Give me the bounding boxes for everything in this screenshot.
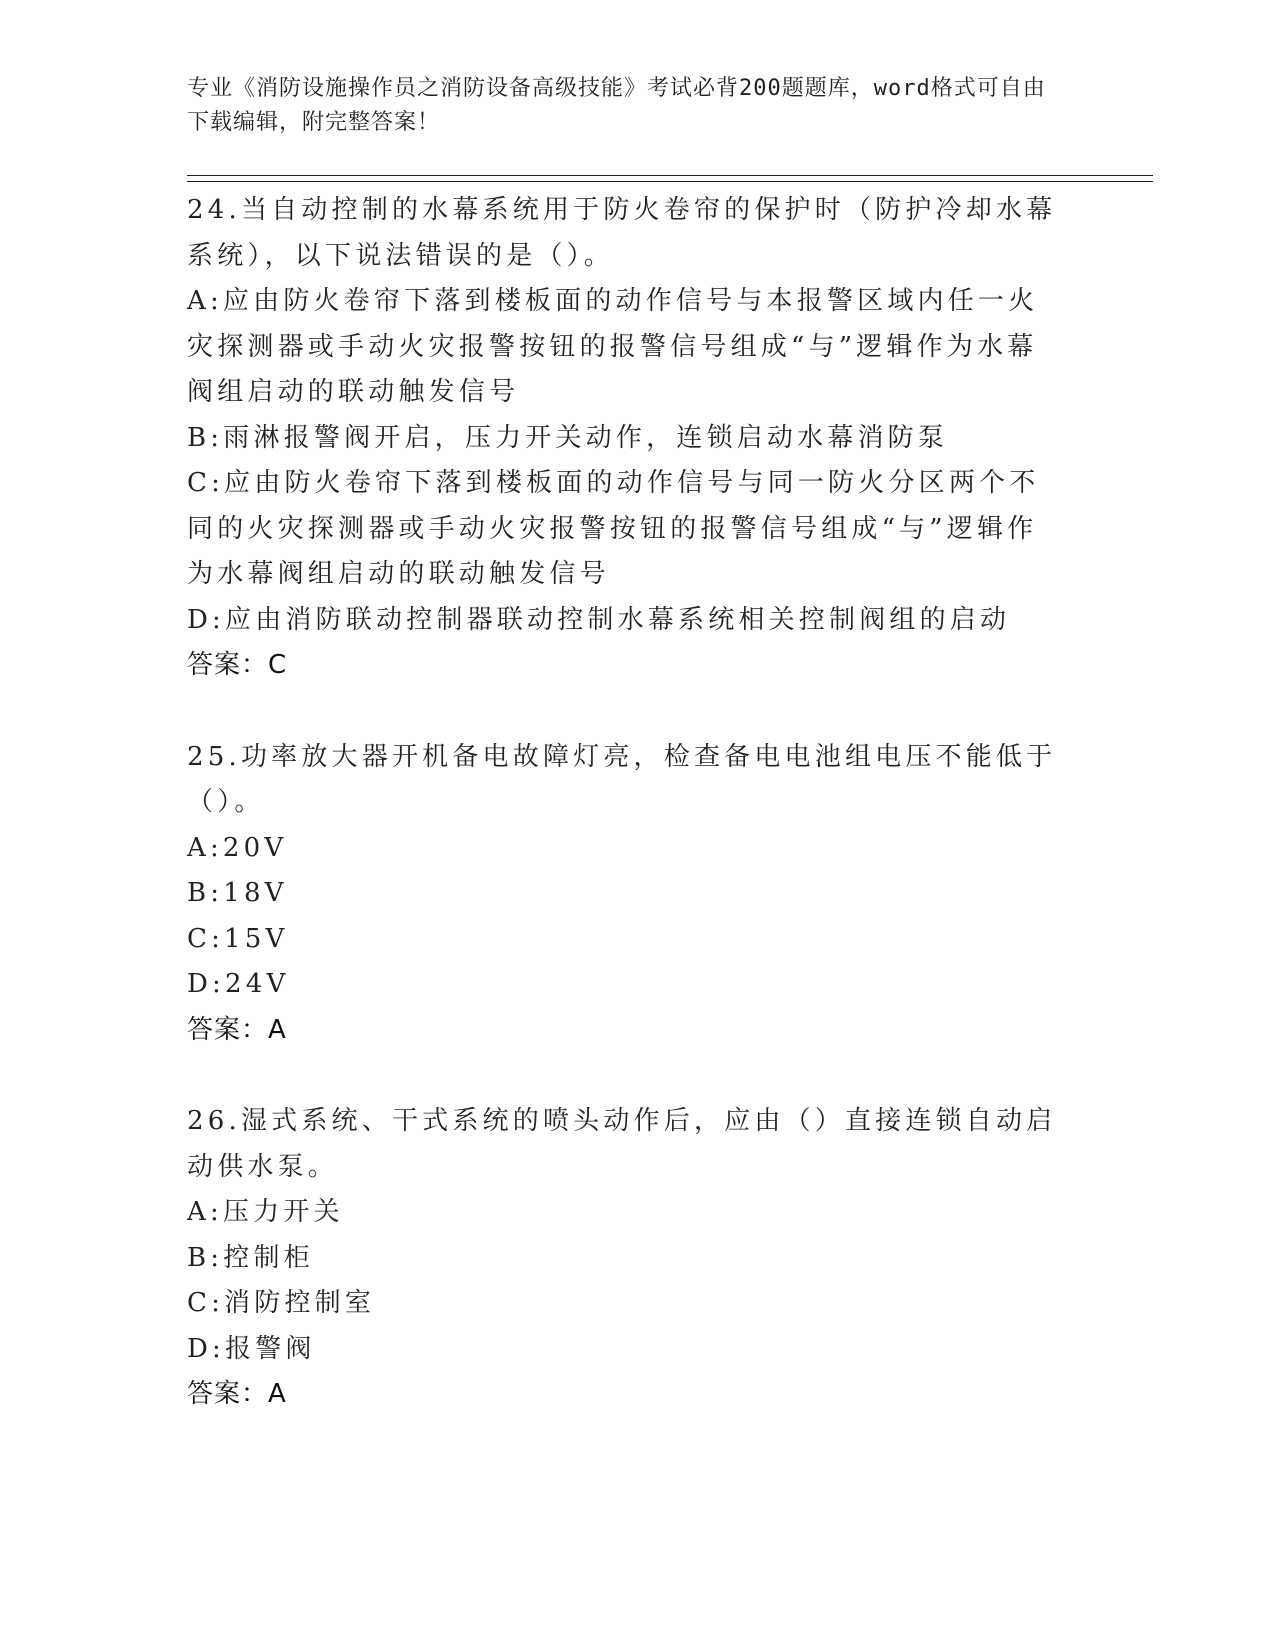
question-stem: 25.功率放大器开机备电故障灯亮，检查备电电池组电压不能低于（）。	[187, 741, 1057, 817]
answer: 答案：C	[187, 650, 288, 680]
option-c: C:15V	[187, 923, 289, 954]
answer: 答案：A	[187, 1014, 287, 1045]
option-c: C:应由防火卷帘下落到楼板面的动作信号与同一防火分区两个不同的火灾探测器或手动火灾报警按钮的报警信号组成“与”逻辑作为水幕阀组启动的联动触发信号	[187, 468, 1040, 589]
question-list	[187, 188, 1067, 1464]
header-divider-bottom	[187, 181, 1153, 182]
option-d: D:24V	[187, 969, 290, 999]
option-b: B:控制柜	[187, 1242, 314, 1273]
option-d: D:报警阀	[187, 1333, 316, 1364]
answer: 答案：A	[187, 1379, 287, 1409]
option-a: A:20V	[187, 832, 288, 863]
option-b: B:18V	[187, 878, 288, 908]
option-b: B:雨淋报警阀开启，压力开关动作，连锁启动水幕消防泵	[187, 422, 949, 453]
option-c: C:消防控制室	[187, 1288, 376, 1318]
question-25	[187, 735, 1067, 1054]
question-26	[187, 1099, 1067, 1418]
option-a: A:应由防火卷帘下落到楼板面的动作信号与本报警区域内任一火灾探测器或手动火灾报警按钮的报警信号组成“与”逻辑作为水幕阀组启动的联动触发信号	[187, 286, 1039, 407]
question-stem: 24.当自动控制的水幕系统用于防火卷帘的保护时（防护冷却水幕系统），以下说法错误的是（）。	[187, 195, 1057, 271]
question-24	[187, 188, 1067, 689]
option-a: A:压力开关	[187, 1197, 344, 1227]
question-stem: 26.湿式系统、干式系统的喷头动作后，应由（）直接连锁自动启动供水泵。	[187, 1106, 1057, 1182]
document-header: 专业《消防设施操作员之消防设备高级技能》考试必背200题题库，word格式可自由下载编辑，附完整答案！	[187, 76, 1046, 135]
option-d: D:应由消防联动控制器联动控制水幕系统相关控制阀组的启动	[187, 604, 1011, 635]
header-divider-top	[187, 175, 1153, 176]
